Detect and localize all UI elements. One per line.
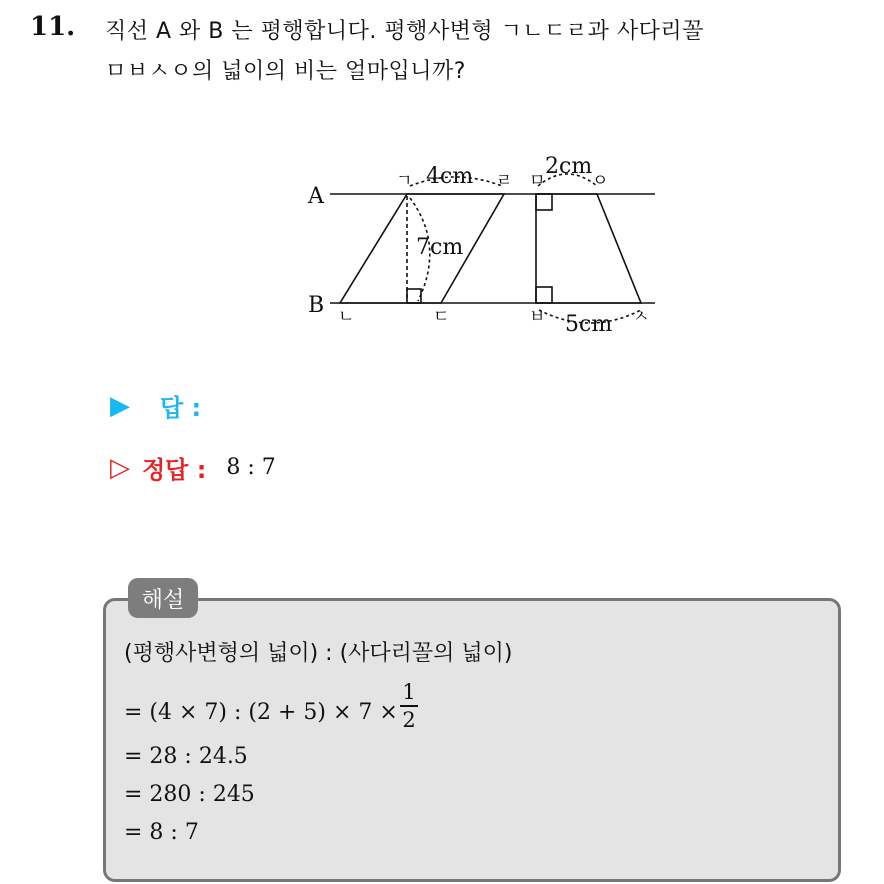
- fraction-numerator: 1: [402, 680, 416, 704]
- point-label-g: ㄱ: [396, 171, 413, 191]
- right-angle-mark-bottom: [536, 287, 552, 303]
- outline-arrow-icon: ▷: [110, 452, 130, 483]
- explanation-line-3: = 28 : 24.5: [124, 744, 248, 769]
- explanation-line-4: = 280 : 245: [124, 782, 255, 807]
- explanation-line-1: (평행사변형의 넓이) : (사다리꼴의 넓이): [124, 641, 513, 666]
- point-label-s: ㅅ: [633, 307, 650, 327]
- length-label-5cm: 5cm: [565, 312, 613, 337]
- explanation-tag: 해설: [128, 578, 198, 618]
- answer-input-row[interactable]: [110, 388, 201, 423]
- explanation-line-2: = (4 × 7) : (2 + 5) × 7 ×: [124, 700, 398, 725]
- label-line-a: A: [308, 184, 324, 209]
- question-number: 11.: [30, 12, 76, 42]
- point-label-o: ㅇ: [592, 171, 609, 191]
- point-label-n: ㄴ: [338, 307, 355, 327]
- play-arrow-icon: ▶: [110, 390, 130, 421]
- fraction-denominator: 2: [402, 708, 416, 732]
- label-line-b: B: [308, 293, 325, 318]
- question-text-line1: 직선 A 와 B 는 평행합니다. 평행사변형 ㄱㄴㄷㄹ과 사다리꼴: [105, 19, 704, 44]
- point-label-r: ㄹ: [496, 171, 513, 191]
- right-angle-mark-top: [536, 194, 552, 210]
- fraction-one-half: [400, 680, 418, 732]
- length-label-7cm: 7cm: [416, 235, 464, 260]
- answer-label: 답 :: [160, 394, 202, 422]
- explanation-line-5: = 8 : 7: [124, 820, 199, 845]
- question-text-line2: ㅁㅂㅅㅇ의 넓이의 비는 얼마입니까?: [105, 59, 466, 84]
- correct-answer-label: 정답 :: [142, 456, 207, 484]
- point-label-b: ㅂ: [529, 307, 546, 327]
- point-label-m: ㅁ: [529, 171, 546, 191]
- length-label-2cm: 2cm: [545, 154, 593, 179]
- correct-answer-value: 8 : 7: [226, 455, 276, 480]
- length-label-4cm: 4cm: [426, 164, 474, 189]
- fraction-bar: [400, 705, 418, 707]
- point-label-d: ㄷ: [433, 307, 450, 327]
- correct-answer-row: [110, 450, 276, 485]
